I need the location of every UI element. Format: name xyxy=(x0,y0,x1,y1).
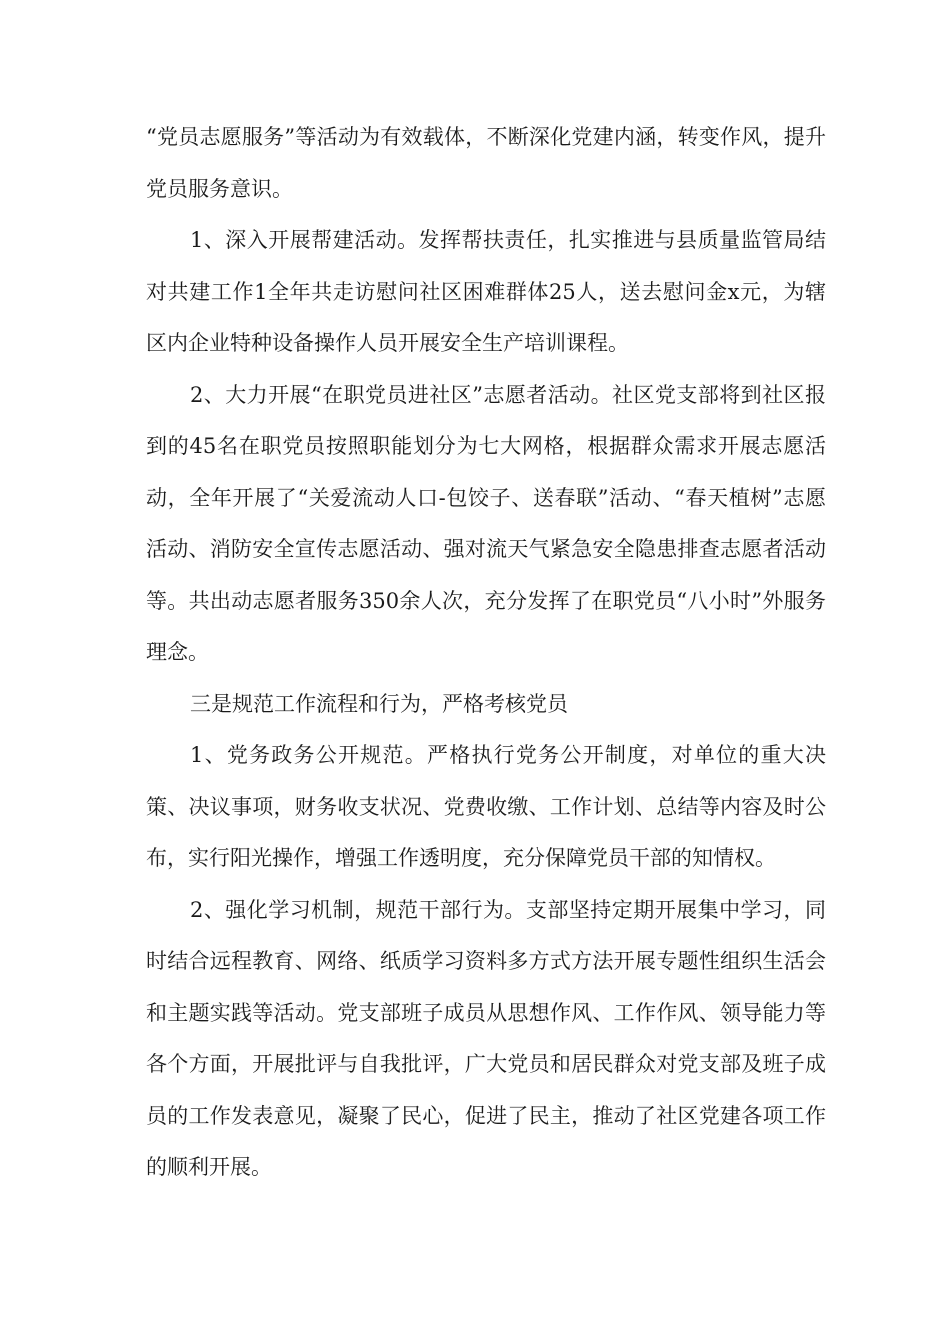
section-heading-workflow: 三是规范工作流程和行为，严格考核党员 xyxy=(190,691,568,716)
document-body xyxy=(146,112,826,1194)
paragraph-volunteer-carrier: “党员志愿服务”等活动为有效载体，不断深化党建内涵，转变作风，提升党员服务意识。 xyxy=(146,125,826,201)
paragraph-affairs-disclosure: 1、党务政务公开规范。严格执行党务公开制度，对单位的重大决策、决议事项，财务收支状况、党费收缴、工作计划、总结等内容及时公布，实行阳光操作，增强工作透明度，充分保障党员干部的知情权。 xyxy=(146,743,826,870)
paragraph-study-mechanism: 2、强化学习机制，规范干部行为。支部坚持定期开展集中学习，同时结合远程教育、网络、纸质学习资料多方式方法开展专题性组织生活会和主题实践等活动。党支部班子成员从思想作风、工作作风、领导能力等各个方面，开展批评与自我批评，广大党员和居民群众对党支部及班子成员的工作发表意见，凝聚了民心，促进了民主，推动了社区党建各项工作的顺利开展。 xyxy=(146,897,826,1179)
paragraph-help-build: 1、深入开展帮建活动。发挥帮扶责任，扎实推进与县质量监管局结对共建工作1全年共走访慰问社区困难群体25人，送去慰问金x元，为辖区内企业特种设备操作人员开展安全生产培训课程。 xyxy=(146,228,826,355)
paragraph-party-members-community: 2、大力开展“在职党员进社区”志愿者活动。社区党支部将到社区报到的45名在职党员按照职能划分为七大网格，根据群众需求开展志愿活动，全年开展了“关爱流动人口-包饺子、送春联”活动、“春天植树”志愿活动、消防安全宣传志愿活动、强对流天气紧急安全隐患排查志愿者活动等。共出动志愿者服务350余人次，充分发挥了在职党员“八小时”外服务理念。 xyxy=(146,382,826,664)
